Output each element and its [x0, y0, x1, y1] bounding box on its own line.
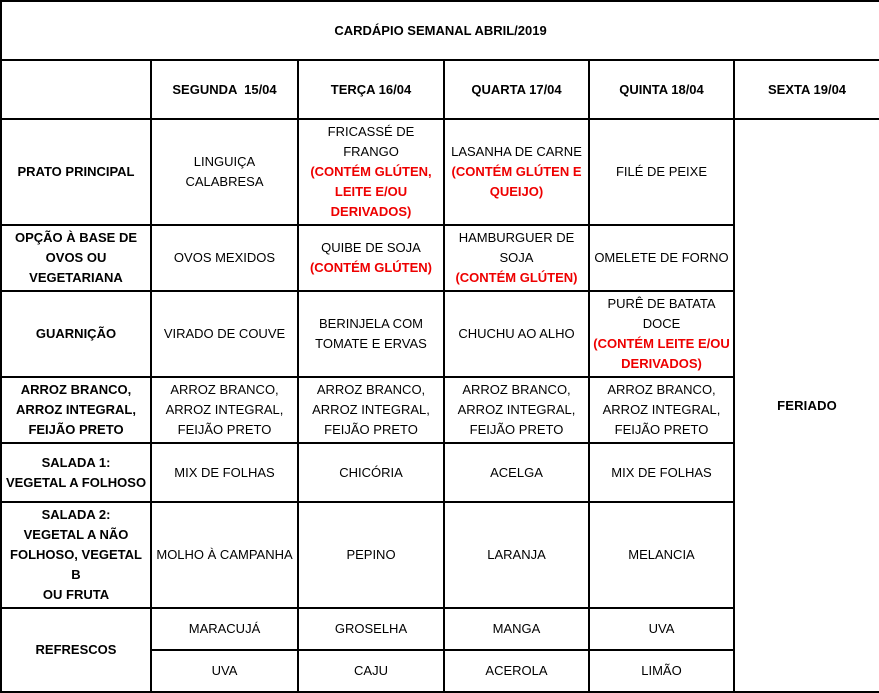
menu-cell: [444, 608, 589, 650]
menu-cell: [151, 650, 298, 692]
corner-cell: [1, 60, 151, 119]
day-header-sexta: SEXTA 19/04: [734, 60, 879, 119]
row-label: [1, 608, 151, 692]
menu-item-text: ARROZ INTEGRAL,: [457, 402, 576, 417]
menu-item-text: ARROZ BRANCO,: [607, 382, 716, 397]
menu-item-text: MELANCIA: [628, 547, 695, 562]
row-label-line: OPÇÃO À BASE DE: [14, 230, 138, 245]
menu-cell: [298, 502, 444, 608]
menu-item-text: ARROZ BRANCO,: [170, 382, 279, 397]
menu-cell: [589, 443, 734, 502]
menu-cell: [298, 377, 444, 443]
menu-item-text: UVA: [211, 663, 238, 678]
row-label: [1, 502, 151, 608]
allergen-note: (CONTÉM GLÚTEN): [455, 270, 578, 285]
menu-item-text: CAJU: [354, 663, 388, 678]
menu-item-text: FRICASSÉ DE FRANGO: [327, 124, 415, 159]
row-label-line: VEGETAL A FOLHOSO: [5, 474, 147, 490]
menu-item-text: LIMÃO: [641, 663, 682, 678]
menu-item-text: SOJA: [499, 250, 534, 265]
allergen-note: (CONTÉM GLÚTEN): [309, 260, 433, 275]
menu-cell: [589, 377, 734, 443]
menu-item-text: LINGUIÇA CALABRESA: [185, 154, 264, 189]
feriado-cell: [734, 119, 879, 692]
menu-cell: [444, 502, 589, 608]
row-prato-principal: [1, 119, 879, 225]
menu-cell: [151, 502, 298, 608]
menu-cell: [151, 291, 298, 377]
allergen-note: DERIVADOS): [621, 356, 702, 371]
day-header-segunda: SEGUNDA 15/04: [151, 60, 298, 119]
menu-item-text: ACELGA: [490, 464, 543, 480]
menu-item-text: MARACUJÁ: [188, 621, 261, 636]
menu-item-text: PURÊ DE BATATA DOCE: [607, 296, 716, 331]
row-label-line: REFRESCOS: [35, 642, 117, 657]
allergen-note: DERIVADOS): [330, 204, 412, 219]
row-label: [1, 225, 151, 291]
menu-cell: [298, 225, 444, 291]
menu-item-text: HAMBURGUER DE: [458, 230, 575, 245]
row-label-line: SALADA 2:: [41, 507, 111, 522]
menu-item-text: BERINJELA COM: [318, 316, 424, 331]
menu-cell: [444, 291, 589, 377]
row-label: [1, 443, 151, 502]
menu-cell: [298, 443, 444, 502]
menu-item-text: VIRADO DE COUVE: [163, 326, 286, 341]
page-title: CARDÁPIO SEMANAL ABRIL/2019: [1, 1, 879, 60]
feriado-text: FERIADO: [777, 397, 837, 413]
row-label-line: VEGETAL A NÃO: [23, 527, 129, 542]
menu-item-text: ARROZ INTEGRAL,: [312, 402, 430, 417]
row-label: [1, 119, 151, 225]
day-header-quarta: QUARTA 17/04: [444, 60, 589, 119]
menu-item-text: PEPINO: [346, 547, 396, 562]
menu-item-text: FILÉ DE PEIXE: [615, 164, 708, 179]
row-label-line: OVOS OU: [45, 250, 107, 265]
menu-item-text: ARROZ INTEGRAL,: [165, 402, 284, 417]
row-label-line: FEIJÃO PRETO: [28, 422, 124, 437]
menu-item-text: MIX DE FOLHAS: [174, 464, 275, 480]
menu-cell: [589, 650, 734, 692]
row-label-line: PRATO PRINCIPAL: [17, 164, 135, 179]
menu-cell: [444, 119, 589, 225]
menu-cell: [151, 377, 298, 443]
menu-item-text: TOMATE E ERVAS: [315, 336, 427, 351]
menu-item-text: ARROZ BRANCO,: [316, 382, 426, 397]
menu-cell: [589, 119, 734, 225]
menu-cell: [444, 650, 589, 692]
row-label-line: FOLHOSO, VEGETAL B: [10, 547, 142, 582]
row-label-line: ARROZ BRANCO,: [20, 382, 132, 397]
title-row: [1, 1, 879, 60]
menu-item-text: FEIJÃO PRETO: [614, 422, 709, 437]
menu-cell: [298, 608, 444, 650]
row-label-line: OU FRUTA: [42, 587, 110, 602]
menu-item-text: MIX DE FOLHAS: [611, 464, 712, 480]
allergen-note: LEITE E/OU: [334, 184, 408, 199]
menu-cell: [444, 225, 589, 291]
menu-cell: [589, 502, 734, 608]
menu-cell: [298, 291, 444, 377]
menu-item-text: CHUCHU AO ALHO: [458, 326, 575, 341]
allergen-note: (CONTÉM GLÚTEN E: [451, 164, 582, 179]
menu-item-text: FEIJÃO PRETO: [324, 422, 418, 437]
row-label-line: GUARNIÇÃO: [35, 326, 117, 341]
menu-cell: [589, 225, 734, 291]
menu-item-text: MANGA: [492, 621, 541, 636]
menu-item-text: ARROZ INTEGRAL,: [602, 402, 721, 417]
menu-cell: [589, 608, 734, 650]
menu-cell: [151, 608, 298, 650]
menu-item-text: FEIJÃO PRETO: [177, 422, 272, 437]
day-header-terca: TERÇA 16/04: [298, 60, 444, 119]
menu-item-text: MOLHO À CAMPANHA: [156, 547, 293, 562]
menu-item-text: OVOS MEXIDOS: [173, 250, 276, 265]
menu-cell: [298, 119, 444, 225]
menu-item-text: ARROZ BRANCO,: [462, 382, 571, 397]
menu-cell: [444, 443, 589, 502]
menu-item-text: CHICÓRIA: [339, 464, 403, 480]
day-header-quinta: QUINTA 18/04: [589, 60, 734, 119]
menu-item-text: QUIBE DE SOJA: [321, 240, 421, 255]
header-row: [1, 60, 879, 119]
menu-cell: [151, 443, 298, 502]
menu-item-text: GROSELHA: [334, 621, 408, 636]
menu-cell: [151, 119, 298, 225]
menu-item-text: UVA: [648, 621, 675, 636]
allergen-note: (CONTÉM LEITE E/OU: [593, 336, 730, 351]
menu-item-text: LARANJA: [487, 547, 546, 562]
menu-cell: [589, 291, 734, 377]
row-label: [1, 377, 151, 443]
menu-item-text: FEIJÃO PRETO: [469, 422, 564, 437]
allergen-note: QUEIJO): [489, 184, 544, 199]
row-label-line: VEGETARIANA: [29, 270, 123, 285]
menu-item-text: OMELETE DE FORNO: [594, 250, 729, 265]
row-label-line: SALADA 1:: [41, 454, 111, 470]
row-label: [1, 291, 151, 377]
menu-cell: [298, 650, 444, 692]
menu-item-text: LASANHA DE CARNE: [451, 144, 582, 159]
menu-cell: [444, 377, 589, 443]
row-label-line: ARROZ INTEGRAL,: [16, 402, 136, 417]
menu-cell: [151, 225, 298, 291]
allergen-note: (CONTÉM GLÚTEN,: [310, 164, 432, 179]
menu-item-text: ACEROLA: [485, 663, 548, 678]
